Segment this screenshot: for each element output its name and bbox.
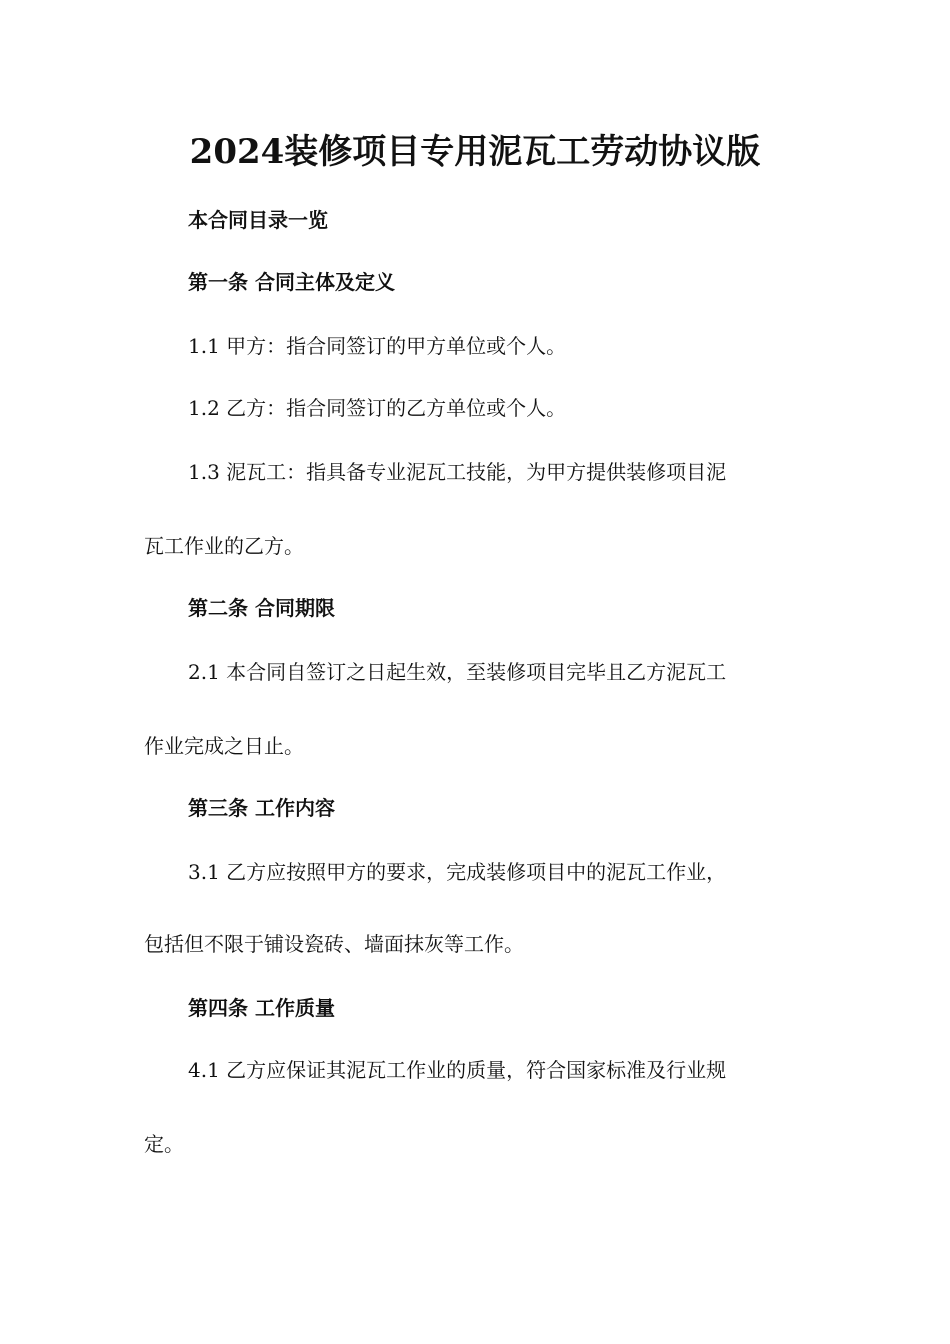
section-heading-3: 第三条 工作内容 [188,796,335,820]
document-title: 2024装修项目专用泥瓦工劳动协议版 [189,132,761,172]
clause-4-1-line-1: 4.1 乙方应保证其泥瓦工作业的质量，符合国家标准及行业规 [188,1058,727,1082]
section-heading-1: 第一条 合同主体及定义 [188,270,395,294]
clause-1-2: 1.2 乙方：指合同签订的乙方单位或个人。 [188,396,567,420]
clause-1-3-line-2: 瓦工作业的乙方。 [144,534,304,558]
clause-2-1-line-1: 2.1 本合同自签订之日起生效，至装修项目完毕且乙方泥瓦工 [188,660,727,684]
clause-3-1-line-2: 包括但不限于铺设瓷砖、墙面抹灰等工作。 [144,932,524,956]
clause-3-1-line-1: 3.1 乙方应按照甲方的要求，完成装修项目中的泥瓦工作业， [188,860,727,884]
toc-heading: 本合同目录一览 [188,208,328,232]
clause-1-1: 1.1 甲方：指合同签订的甲方单位或个人。 [188,334,567,358]
section-heading-4: 第四条 工作质量 [188,996,335,1020]
clause-4-1-line-2: 定。 [144,1132,184,1156]
clause-2-1-line-2: 作业完成之日止。 [144,734,304,758]
section-heading-2: 第二条 合同期限 [188,596,335,620]
clause-1-3-line-1: 1.3 泥瓦工：指具备专业泥瓦工技能，为甲方提供装修项目泥 [188,460,727,484]
